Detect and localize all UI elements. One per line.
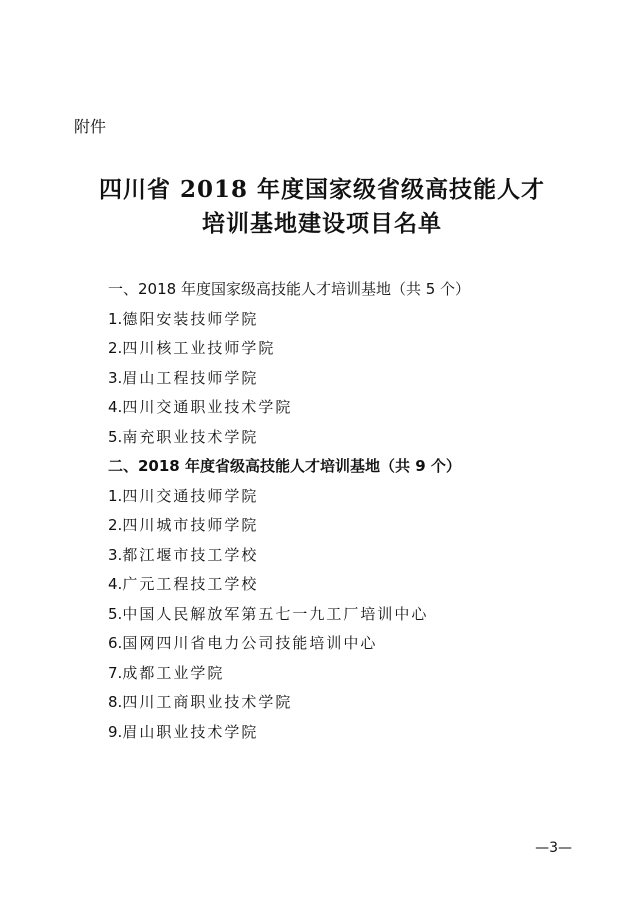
list-item: [108, 660, 608, 690]
page-number: —3—: [535, 840, 572, 856]
list-item: [108, 483, 608, 513]
list-item: [108, 571, 608, 601]
list-item: [108, 365, 608, 395]
list-item: [108, 630, 608, 660]
list-item: [108, 306, 608, 336]
item-name: 德阳安装技师学院: [122, 309, 259, 328]
list-item: [108, 689, 608, 719]
list-item: [108, 335, 608, 365]
list-item: [108, 512, 608, 542]
item-name: 四川核工业技师学院: [122, 339, 276, 357]
item-name: 广元工程技工学校: [122, 575, 259, 593]
item-name: 四川交通技师学院: [122, 486, 259, 505]
item-number: 2.: [108, 339, 123, 357]
item-number: 5.: [108, 427, 123, 446]
item-name: 南充职业技术学院: [122, 427, 259, 446]
item-name: 都江堰市技工学校: [122, 545, 259, 564]
item-name: 眉山职业技术学院: [122, 722, 259, 741]
list-item: [108, 719, 608, 749]
document-title-line-2: 培训基地建设项目名单: [202, 210, 442, 237]
section-heading-provincial: 二、2018 年度省级高技能人才培训基地（共 9 个）: [108, 457, 461, 475]
item-number: 1.: [108, 486, 123, 505]
base-list: [108, 276, 608, 748]
item-name: 眉山工程技师学院: [122, 368, 259, 387]
list-item: [108, 601, 608, 631]
item-name: 中国人民解放军第五七一九工厂培训中心: [122, 604, 429, 623]
list-item: [108, 394, 608, 424]
item-number: 4.: [108, 575, 123, 593]
item-number: 7.: [108, 663, 123, 682]
item-number: 5.: [108, 604, 123, 623]
item-name: 国网四川省电力公司技能培训中心: [122, 634, 378, 652]
item-number: 9.: [108, 722, 123, 741]
item-number: 6.: [108, 634, 123, 652]
item-name: 四川交通职业技术学院: [122, 398, 293, 416]
list-item: [108, 542, 608, 572]
attachment-label: 附件: [74, 117, 107, 136]
item-number: 8.: [108, 693, 123, 711]
item-number: 3.: [108, 545, 123, 564]
item-number: 2.: [108, 516, 123, 534]
item-number: 3.: [108, 368, 123, 387]
item-name: 四川工商职业技术学院: [122, 693, 293, 711]
section-heading-national: 一、2018 年度国家级高技能人才培训基地（共 5 个）: [108, 280, 471, 298]
item-number: 1.: [108, 309, 123, 328]
list-item: [108, 424, 608, 454]
item-name: 成都工业学院: [122, 663, 225, 682]
item-number: 4.: [108, 398, 123, 416]
document-title-line-1: 四川省 2018 年度国家级省级高技能人才: [98, 176, 546, 203]
item-name: 四川城市技师学院: [122, 516, 259, 534]
